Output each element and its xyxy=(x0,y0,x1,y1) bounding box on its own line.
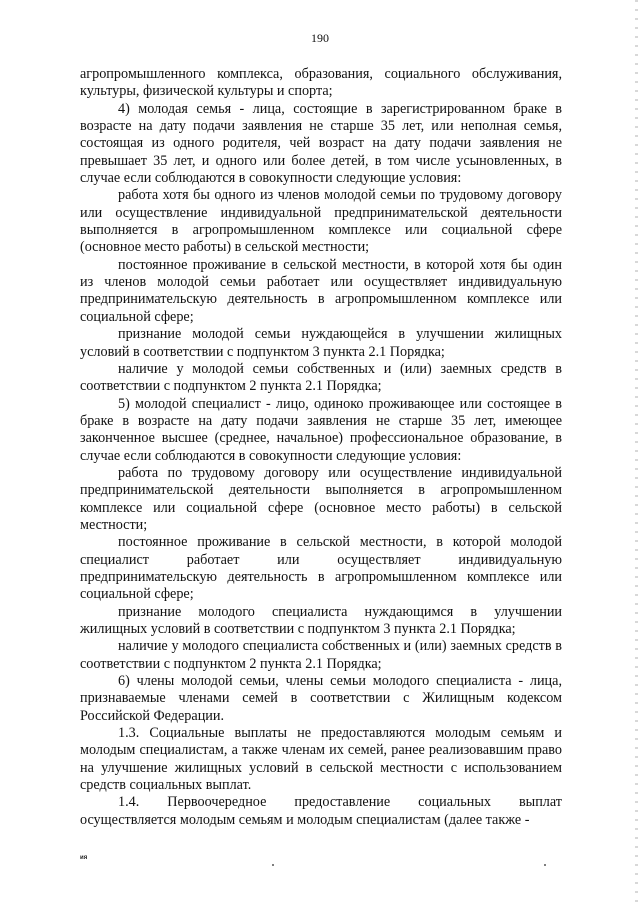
paragraph-specialist-funds: наличие у молодого специалиста собственных и (или) заемных средств в соответствии с подпунктом 2 пункта 2.1 Порядка; xyxy=(80,638,562,672)
scan-speck xyxy=(272,864,274,866)
paragraph-specialist-residence-condition: постоянное проживание в сельской местности, в которой молодой специалист работает или осуществляет индивидуальную предпринимательскую деятельность в агропромышленном комплексе или социальной сфере; xyxy=(80,534,562,603)
paragraph-family-residence-condition: постоянное проживание в сельской местности, в которой хотя бы один из членов молодой семьи работает или осуществляет индивидуальную предпринимательскую деятельность в агропромышленном комплексе или социальной сфере; xyxy=(80,256,562,325)
paragraph-family-funds: наличие у молодой семьи собственных и (или) заемных средств в соответствии с подпунктом 2 пункта 2.1 Порядка; xyxy=(80,360,562,395)
paragraph-family-housing-need: признание молодой семьи нуждающейся в улучшении жилищных условий в соответствии с подпунктом 3 пункта 2.1 Порядка; xyxy=(80,326,562,360)
paragraph-section-1-3: 1.3. Социальные выплаты не предоставляются молодым семьям и молодым специалистам, а также членам их семей, ранее реализовавшим право на улучшение жилищных условий в сельской местности с использованием средств социальных выплат. xyxy=(80,725,562,794)
paragraph-continuation: агропромышленного комплекса, образования, социального обслуживания, культуры, физической культуры и спорта; xyxy=(80,66,562,100)
paragraph-family-members: 6) члены молодой семьи, члены семьи молодого специалиста - лица, признаваемые членами семей в соответствии с Жилищным кодексом Российской Федерации. xyxy=(80,673,562,724)
scan-edge-marks xyxy=(635,0,638,905)
paragraph-family-work-condition: работа хотя бы одного из членов молодой семьи по трудовому договору или осуществление индивидуальной предпринимательской деятельности выполняется в агропромышленном комплексе или социальной сфере (основное место работы) в сельской местности; xyxy=(80,187,562,256)
paragraph-specialist-housing-need: признание молодого специалиста нуждающимся в улучшении жилищных условий в соответствии с подпунктом 3 пункта 2.1 Порядка; xyxy=(80,603,562,637)
footer-mark: ия xyxy=(80,855,88,861)
document-body xyxy=(80,66,562,829)
scan-speck xyxy=(544,864,546,866)
paragraph-section-1-4: 1.4. Первоочередное предоставление социальных выплат осуществляется молодым семьям и молодым специалистам (далее также - xyxy=(80,794,562,828)
paragraph-young-specialist-definition: 5) молодой специалист - лицо, одиноко проживающее или состоящее в браке в возрасте на дату подачи заявления не старше 35 лет, имеющее законченное высшее (среднее, начальное) профессиональное образование, в случае если соблюдаются в совокупности следующие условия: xyxy=(80,395,562,464)
paragraph-specialist-work-condition: работа по трудовому договору или осуществление индивидуальной предпринимательской деятельности выполняется в агропромышленном комплексе или социальной сфере (основное место работы) в сельской местности; xyxy=(80,464,562,533)
page-number: 190 xyxy=(311,31,329,45)
paragraph-young-family-definition: 4) молодая семья - лица, состоящие в зарегистрированном браке в возрасте на дату подачи заявления не старше 35 лет, или неполная семья, состоящая из одного родителя, чей возраст на дату подачи заявления не превышает 35 лет, и одного или более детей, в том числе усыновленных, в случае если соблюдаются в совокупности следующие условия: xyxy=(80,100,562,187)
